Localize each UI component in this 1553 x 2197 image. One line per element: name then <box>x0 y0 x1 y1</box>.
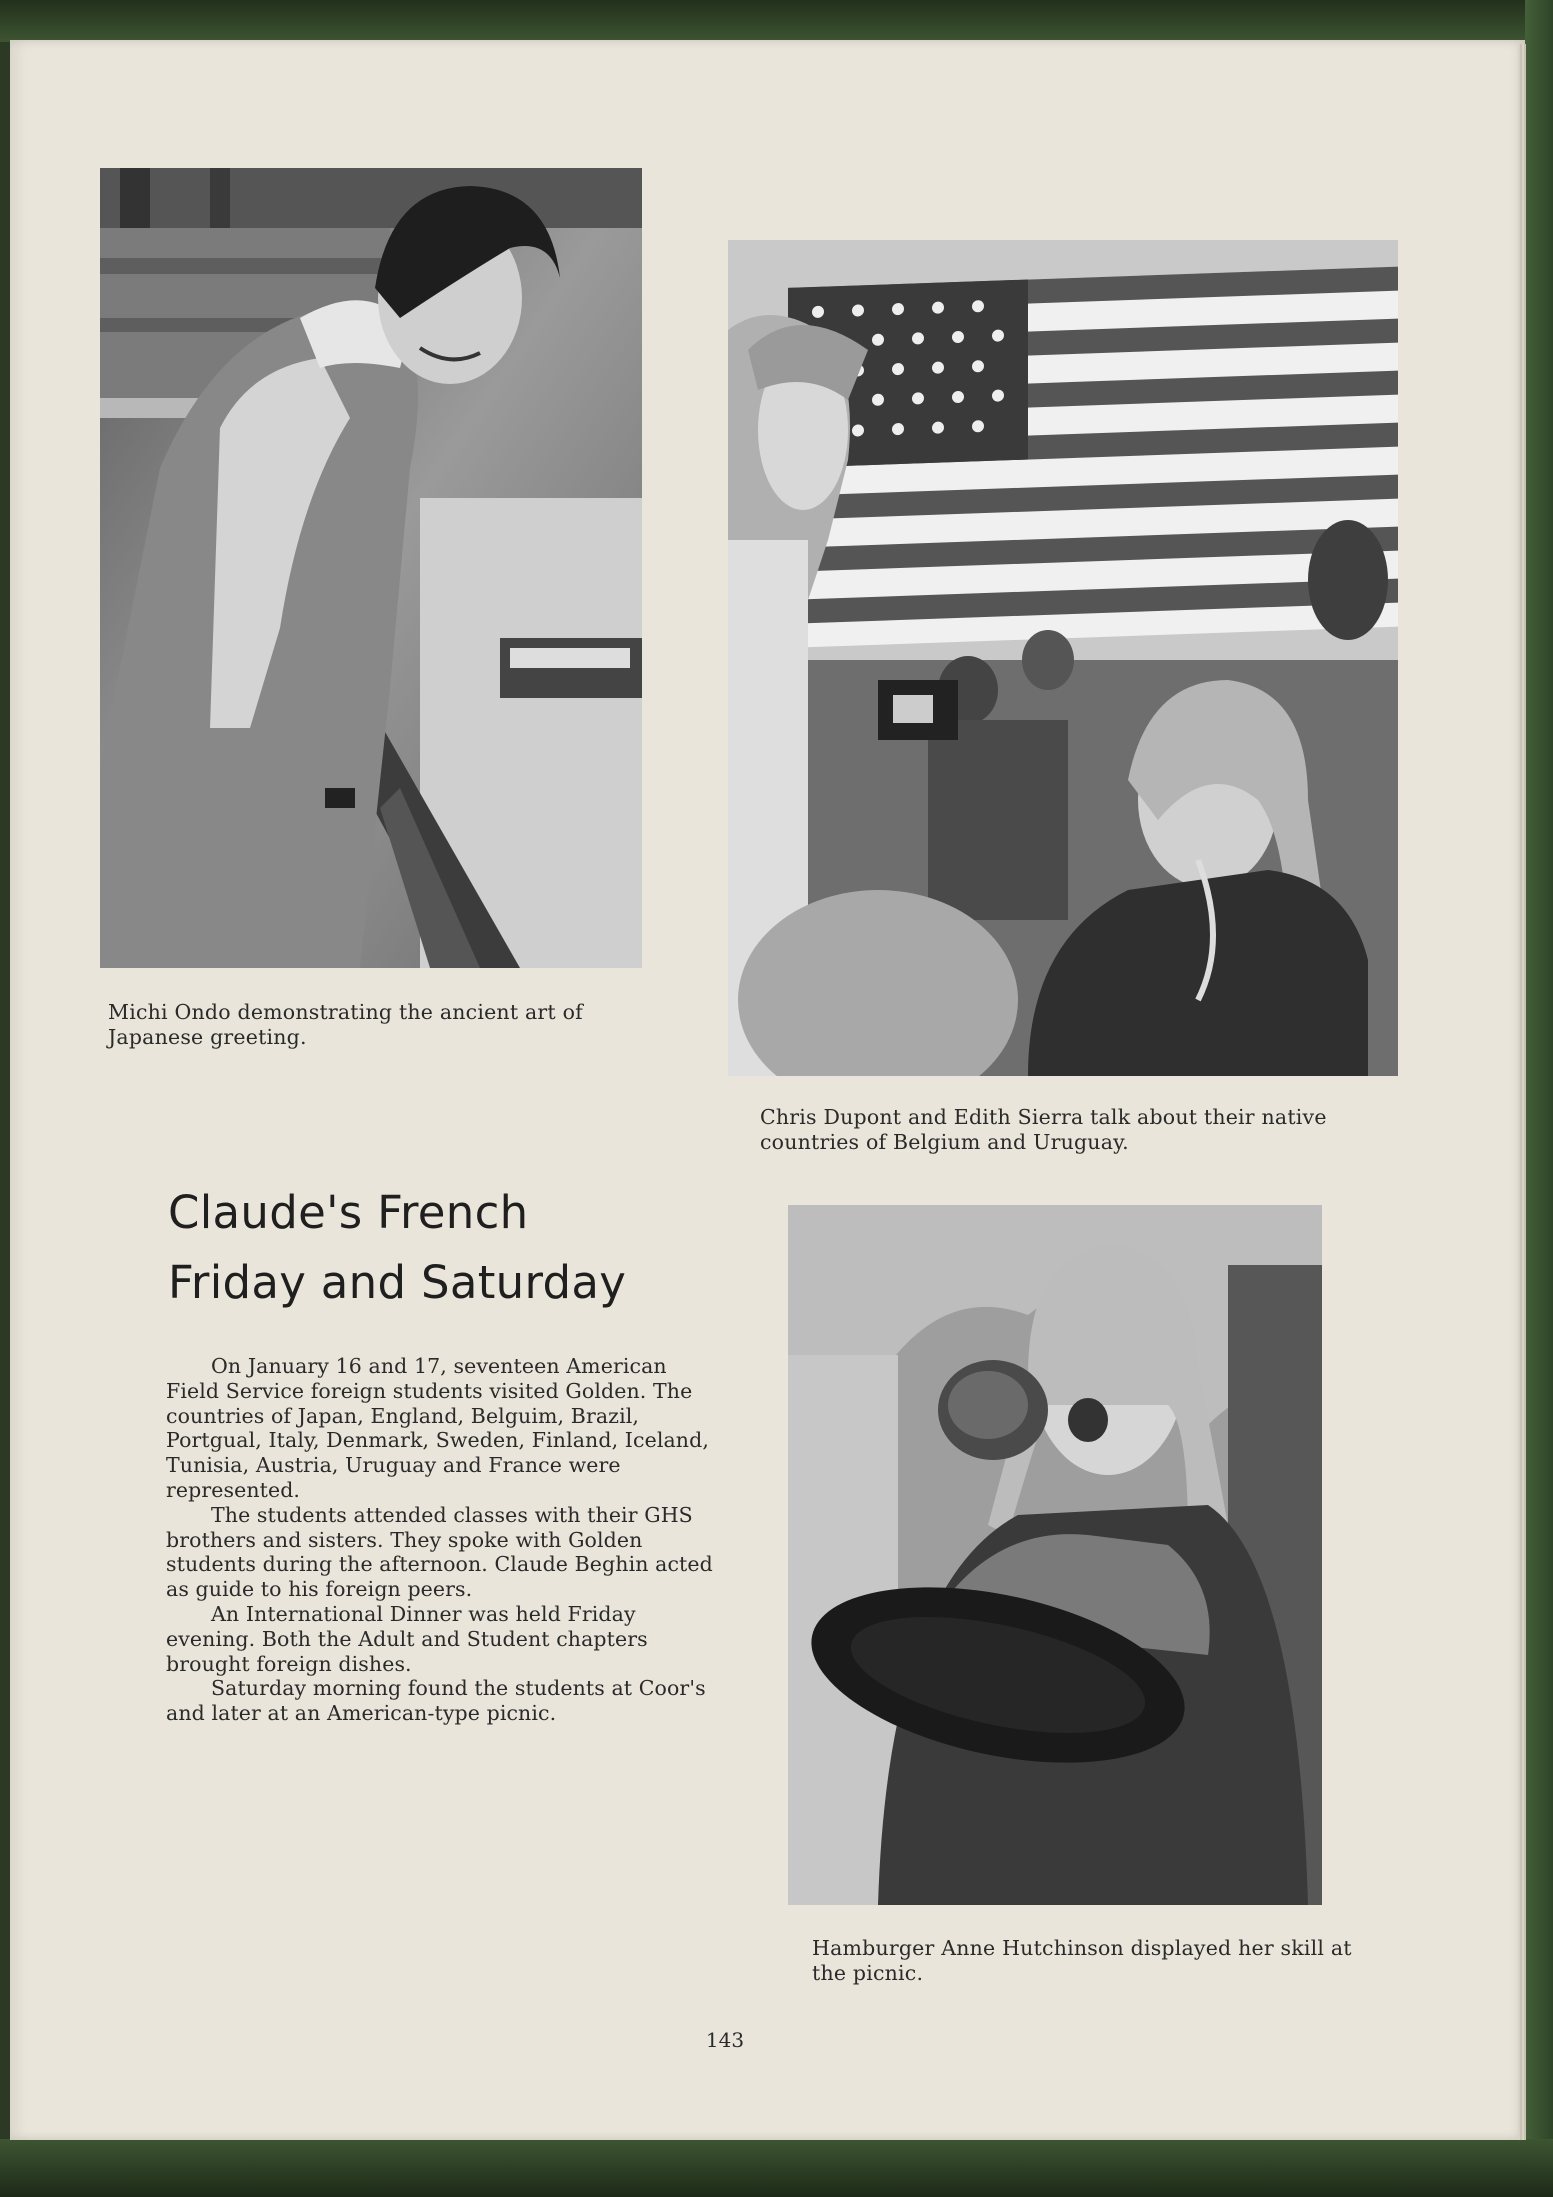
book-cover-right <box>1525 0 1553 2197</box>
article-paragraph: An International Dinner was held Friday evening. Both the Adult and Student chapters brought foreign dishes. <box>166 1601 648 1676</box>
article-body <box>166 1354 726 1726</box>
article-title-line-2: Friday and Saturday <box>168 1256 627 1309</box>
photo-picnic <box>788 1205 1322 1905</box>
photo-flag-students <box>728 240 1398 1076</box>
article-paragraph: Saturday morning found the students at Coor's and later at an American-type picnic. <box>166 1676 706 1726</box>
article-paragraph: On January 16 and 17, seventeen American Field Service foreign students visited Golden. The countries of Japan, England, Belguim, Brazil, Portgual, Italy, Denmark, Sweden, Finland, Iceland, Tunisia, Austria, Uruguay and France were represented. <box>166 1354 709 1502</box>
article-paragraph: The students attended classes with their GHS brothers and sisters. They spoke with Golden students during the afternoon. Claude Beghin acted as guide to his foreign peers. <box>166 1502 713 1602</box>
caption-michi-ondo: Michi Ondo demonstrating the ancient art of Japanese greeting. <box>108 1000 583 1049</box>
article-title-line-1: Claude's French <box>168 1186 529 1239</box>
book-cover-bottom <box>0 2139 1553 2197</box>
page-edge <box>1518 44 1526 2140</box>
book-cover-top <box>0 0 1553 42</box>
page-number: 143 <box>705 2028 745 2052</box>
caption-picnic: Hamburger Anne Hutchinson displayed her skill at the picnic. <box>812 1936 1352 1985</box>
caption-flag-students: Chris Dupont and Edith Sierra talk about their native countries of Belgium and Uruguay. <box>760 1105 1327 1154</box>
article-title <box>168 1178 688 1318</box>
photo-michi-ondo <box>100 168 642 968</box>
